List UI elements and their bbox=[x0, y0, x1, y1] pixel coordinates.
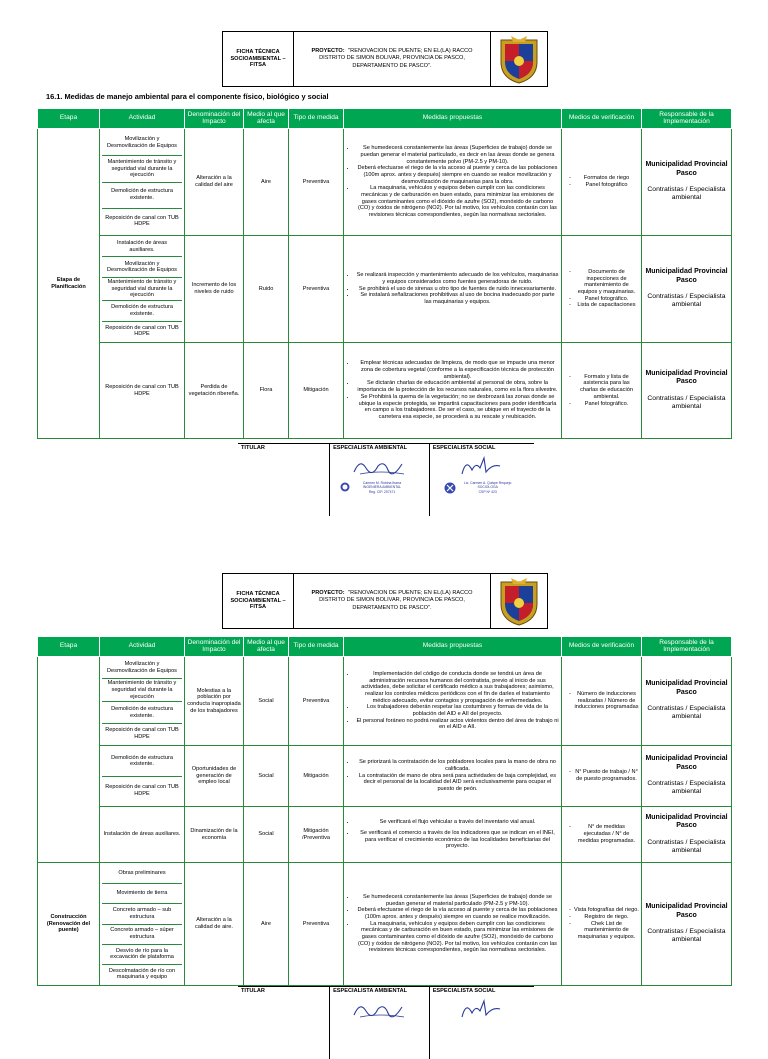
tipo-cell: Preventiva bbox=[289, 863, 344, 986]
col-medios: Medios de verificación bbox=[562, 637, 642, 657]
tipo-cell: Preventiva bbox=[289, 236, 344, 343]
medio-cell: Social bbox=[244, 657, 289, 746]
table-header-row bbox=[38, 637, 732, 657]
col-etapa: Etapa bbox=[38, 109, 100, 129]
col-impacto: Denominación del Impacto bbox=[185, 637, 244, 657]
medidas-cell: • Se humedecerá constantemente las áreas (Superficies de trabajo) donde se puedan generar el material particulado, es decir en las áreas donde se genera constantemente polvo (PM-2.5 y PM-10). • Deberá efectuarse el riego de la vía acceso al puente y cerca de las poblaciones (100m aprox. antes y después) siempre en cuando se realice movilización y desmovilización de maquinarias para la obra. • La maquinaria, vehículos y equipos deben cumplir con las condiciones mecánicas y de carburación en buen estado, para minimizar las emisiones de gases contaminantes como el dióxido de azufre (SO2), monóxido de carbono (CO) y óxidos de nitrógeno (NO2). Por tal motivo, los vehículos contarán con las revisiones técnicas correspondientes, según las normativas sectoriales. bbox=[344, 129, 562, 236]
tipo-cell: Mitigación bbox=[289, 343, 344, 439]
table-row bbox=[38, 657, 732, 746]
medidas-cell: • Se humedecerá constantemente las áreas (Superficies de trabajo) donde se puedan generar el material particulado (PM-2.5 y PM-10). • Deberá efectuarse el riego de la vía acceso al puente y cerca de las poblaciones (100m aprox. antes y después) siempre en cuando se realice movilización. • La maquinaria, vehículos y equipos deben cumplir con las condiciones mecánicas y de carburación en buen estado, para minimizar las emisiones de gases contaminantes como el dióxido de azufre (SO2), monóxido de carbono (CO) y óxidos de nitrógeno (NO2). Por tal motivo, los vehículos contarán con las revisiones técnicas correspondientes, según las normativas sectoriales. bbox=[344, 863, 562, 986]
signature-especialista-ambiental: ESPECIALISTA AMBIENTAL Carmen M. Rubina Ibarra INGENIERA AMBIENTAL Reg. CIP. 207471 bbox=[329, 444, 429, 516]
etapa-cell: Etapa de Planificación bbox=[38, 129, 100, 439]
seal-icon bbox=[444, 482, 456, 494]
responsable-cell: Municipalidad Provincial Pasco Contratistas / Especialista ambiental bbox=[642, 863, 732, 986]
handwritten-signature-icon bbox=[458, 997, 504, 1023]
actividades-cell: Movilización y Desmovilización de Equipos Mantenimiento de tránsito y seguridad vial durante la ejecución Demolición de estructura existente. Reposición de canal con TUB HDPE bbox=[100, 129, 185, 236]
actividades-cell: Reposición de canal con TUB HDPE bbox=[100, 343, 185, 439]
medio-cell: Aire bbox=[244, 129, 289, 236]
col-actividad: Actividad bbox=[100, 637, 185, 657]
medio-cell: Social bbox=[244, 807, 289, 863]
medios-cell: - Documento de inspecciones de mantenimiento de equipos y maquinarias. - Panel fotográfico. - Lista de capacitaciones bbox=[562, 236, 642, 343]
medio-cell: Flora bbox=[244, 343, 289, 439]
col-medio: Medio al que afecta bbox=[244, 637, 289, 657]
medidas-cell: • Implementación del código de conducta donde se tendrá un área de administración recursos humanos del contratista, previo al inicio de sus actividades, debe solicitar el certificado médico a sus trabajadores; asimismo, realizar los controles médicos periódicos con el fin de darles el tratamiento médico adecuado, evitar contagios y propagación de enfermedades. • Los trabajadores deberán respetar las costumbres y formas de vida de la población del AID e AII del proyecto. • El personal foráneo no podrá realizar actos violentos dentro del área de trabajo ni en el AID e AII. bbox=[344, 657, 562, 746]
col-medidas: Medidas propuestas bbox=[344, 109, 562, 129]
impacto-cell: Incremento de los niveles de ruido bbox=[185, 236, 244, 343]
signature-especialista-ambiental: ESPECIALISTA AMBIENTAL bbox=[329, 987, 429, 1059]
table-row bbox=[38, 746, 732, 807]
responsable-cell: Municipalidad Provincial Pasco Contratistas / Especialista ambiental bbox=[642, 236, 732, 343]
measures-table-2 bbox=[37, 636, 732, 986]
table-row bbox=[38, 807, 732, 863]
col-medidas: Medidas propuestas bbox=[344, 637, 562, 657]
project-title: PROYECTO: "RENOVACION DE PUENTE; EN EL(LA) RACCO DISTRITO DE SIMON BOLIVAR, PROVINCIA DE PASCO, DEPARTAMENTO DE PASCO". bbox=[294, 32, 491, 86]
actividades-cell: Demolición de estructura existente. Reposición de canal con TUB HDPE bbox=[100, 746, 185, 807]
medios-cell: - Formatos de riego - Panel fotográfico bbox=[562, 129, 642, 236]
signature-block bbox=[238, 443, 534, 516]
col-tipo: Tipo de medida bbox=[289, 109, 344, 129]
col-responsable: Responsable de la Implementación bbox=[642, 637, 732, 657]
col-medios: Medios de verificación bbox=[562, 109, 642, 129]
medios-cell: - Vista fotografías del riego. - Registro de riego. - Chek List de mantenimiento de maquinarias y equipos. bbox=[562, 863, 642, 986]
tipo-cell: Mitigación bbox=[289, 746, 344, 807]
actividades-cell: Instalación de áreas auxiliares. Movilización y Desmovilización de Equipos Mantenimiento de tránsito y seguridad vial durante la ejecución Demolición de estructura existente. Reposición de canal con TUB HDPE bbox=[100, 236, 185, 343]
handwritten-signature-icon bbox=[458, 454, 504, 480]
medios-cell: - Número de inducciones realizadas / Número de inducciones programadas bbox=[562, 657, 642, 746]
medidas-cell: • Emplear técnicas adecuadas de limpieza, de modo que se impacte una menor zona de cobertura vegetal (conforme a la especificación técnica de protección ambiental). • Se dictarán charlas de educación ambiental al personal de obra, sobre la importancia de la protección de los recursos naturales, como es la flora silvestre. • Se Prohibirá la quema de la vegetación; no se desbrozará las zonas donde se ubique la especie protegida, se impartirá capacitaciones para poder identificarla en campo a los trabajadores. De ser el caso, se ubique en el trayecto de la carretera esa especie, se procederá a su rescate y reubicación. bbox=[344, 343, 562, 439]
section-title: 16.1. Medidas de manejo ambiental para el componente físico, biológico y social bbox=[46, 92, 329, 101]
tipo-cell: Mitigación /Preventiva bbox=[289, 807, 344, 863]
responsable-cell: Municipalidad Provincial Pasco Contratistas / Especialista ambiental bbox=[642, 807, 732, 863]
signature-especialista-social: ESPECIALISTA SOCIAL Lic. Carmen A. Quispe Requejo SOCIOLOGA CSP Nº 423 bbox=[429, 444, 534, 516]
medio-cell: Ruido bbox=[244, 236, 289, 343]
col-etapa: Etapa bbox=[38, 637, 100, 657]
ficha-title: FICHA TÉCNICA SOCIOAMBIENTAL – FITSA bbox=[223, 574, 294, 628]
responsable-cell: Municipalidad Provincial Pasco Contratistas / Especialista ambiental bbox=[642, 343, 732, 439]
responsable-cell: Municipalidad Provincial Pasco Contratistas / Especialista ambiental bbox=[642, 129, 732, 236]
medio-cell: Social bbox=[244, 746, 289, 807]
impacto-cell: Alteración a la calidad del aire bbox=[185, 129, 244, 236]
responsable-cell: Municipalidad Provincial Pasco Contratistas / Especialista ambiental bbox=[642, 657, 732, 746]
tipo-cell: Preventiva bbox=[289, 657, 344, 746]
seal-icon bbox=[340, 482, 350, 492]
tipo-cell: Preventiva bbox=[289, 129, 344, 236]
actividades-cell: Instalación de áreas auxiliares. bbox=[100, 807, 185, 863]
handwritten-signature-icon bbox=[350, 456, 410, 480]
etapa-cell bbox=[38, 657, 100, 863]
medios-cell: - Formato y lista de asistencia para las charlas de educación ambiental. - Panel fotográfico. bbox=[562, 343, 642, 439]
impacto-cell: Dinamización de la economía bbox=[185, 807, 244, 863]
signature-titular: TITULAR bbox=[241, 445, 265, 451]
col-responsable: Responsable de la Implementación bbox=[642, 109, 732, 129]
coat-of-arms-logo bbox=[491, 32, 547, 86]
signature-especialista-social: ESPECIALISTA SOCIAL bbox=[429, 987, 534, 1059]
table-row bbox=[38, 343, 732, 439]
table-row bbox=[38, 863, 732, 986]
project-title: PROYECTO: "RENOVACION DE PUENTE; EN EL(LA) RACCO DISTRITO DE SIMON BOLIVAR, PROVINCIA DE PASCO, DEPARTAMENTO DE PASCO". bbox=[294, 574, 491, 628]
table-header-row bbox=[38, 109, 732, 129]
signature-titular: TITULAR bbox=[241, 988, 265, 994]
medio-cell: Aire bbox=[244, 863, 289, 986]
col-actividad: Actividad bbox=[100, 109, 185, 129]
handwritten-signature-icon bbox=[350, 999, 410, 1023]
col-medio: Medio al que afecta bbox=[244, 109, 289, 129]
medidas-cell: • Se priorizará la contratación de los pobladores locales para la mano de obra no calificada. • La contratación de mano de obra será para actividades de baja complejidad, es decir el personal de la localidad del AID será exclusivamente para ocupar el puesto de peón. bbox=[344, 746, 562, 807]
etapa-cell: Construcción (Renovación del puente) bbox=[38, 863, 100, 986]
medios-cell: - N° Puesto de trabajo / N° de puesto programados. bbox=[562, 746, 642, 807]
medios-cell: - N° de medidas ejecutadas / N° de medidas programadas. bbox=[562, 807, 642, 863]
impacto-cell: Perdida de vegetación ribereña. bbox=[185, 343, 244, 439]
stamp-ambiental: Carmen M. Rubina Ibarra INGENIERA AMBIENTAL Reg. CIP. 207471 bbox=[362, 481, 402, 494]
impacto-cell: Molestias a la población por conducta inapropiada de los trabajadores bbox=[185, 657, 244, 746]
medidas-cell: • Se realizará inspección y mantenimiento adecuado de los vehículos, maquinarias y equipos considerados como fuentes generadoras de ruido. • Se prohibirá el uso de sirenas u otro tipo de fuentes de ruido innecesariamente. • Se instalará señalizaciones prohibitivas al uso de bocina inadecuado por parte las maquinarias y equipos. bbox=[344, 236, 562, 343]
signature-block bbox=[238, 986, 534, 1059]
table-row bbox=[38, 236, 732, 343]
impacto-cell: Oportunidades de generación de empleo local bbox=[185, 746, 244, 807]
table-row bbox=[38, 129, 732, 236]
measures-table-1 bbox=[37, 108, 732, 439]
col-impacto: Denominación del Impacto bbox=[185, 109, 244, 129]
header-box bbox=[222, 31, 548, 87]
stamp-social: Lic. Carmen A. Quispe Requejo SOCIOLOGA CSP Nº 423 bbox=[463, 481, 512, 494]
actividades-cell: Obras preliminares Movimiento de tierra Concreto armado – sub estructura Concreto armado – súper estructura Desvío de río para la excavación de plataforma Descolmatación de río con maquinaria y equipo bbox=[100, 863, 185, 986]
header-box bbox=[222, 573, 548, 629]
impacto-cell: Alteración a la calidad de aire. bbox=[185, 863, 244, 986]
responsable-cell: Municipalidad Provincial Pasco Contratistas / Especialista ambiental bbox=[642, 746, 732, 807]
medidas-cell: • Se verificará el flujo vehicular a través del inventario vial anual. • Se verificará el comercio a través de los indicadores que se indican en el INEI, para verificar el crecimiento económico de las localidades beneficiarias del proyecto. bbox=[344, 807, 562, 863]
actividades-cell: Movilización y Desmovilización de Equipos Mantenimiento de tránsito y seguridad vial durante la ejecución Demolición de estructura existente. Reposición de canal con TUB HDPE bbox=[100, 657, 185, 746]
ficha-title: FICHA TÉCNICA SOCIOAMBIENTAL – FITSA bbox=[223, 32, 294, 86]
col-tipo: Tipo de medida bbox=[289, 637, 344, 657]
coat-of-arms-logo bbox=[491, 574, 547, 628]
